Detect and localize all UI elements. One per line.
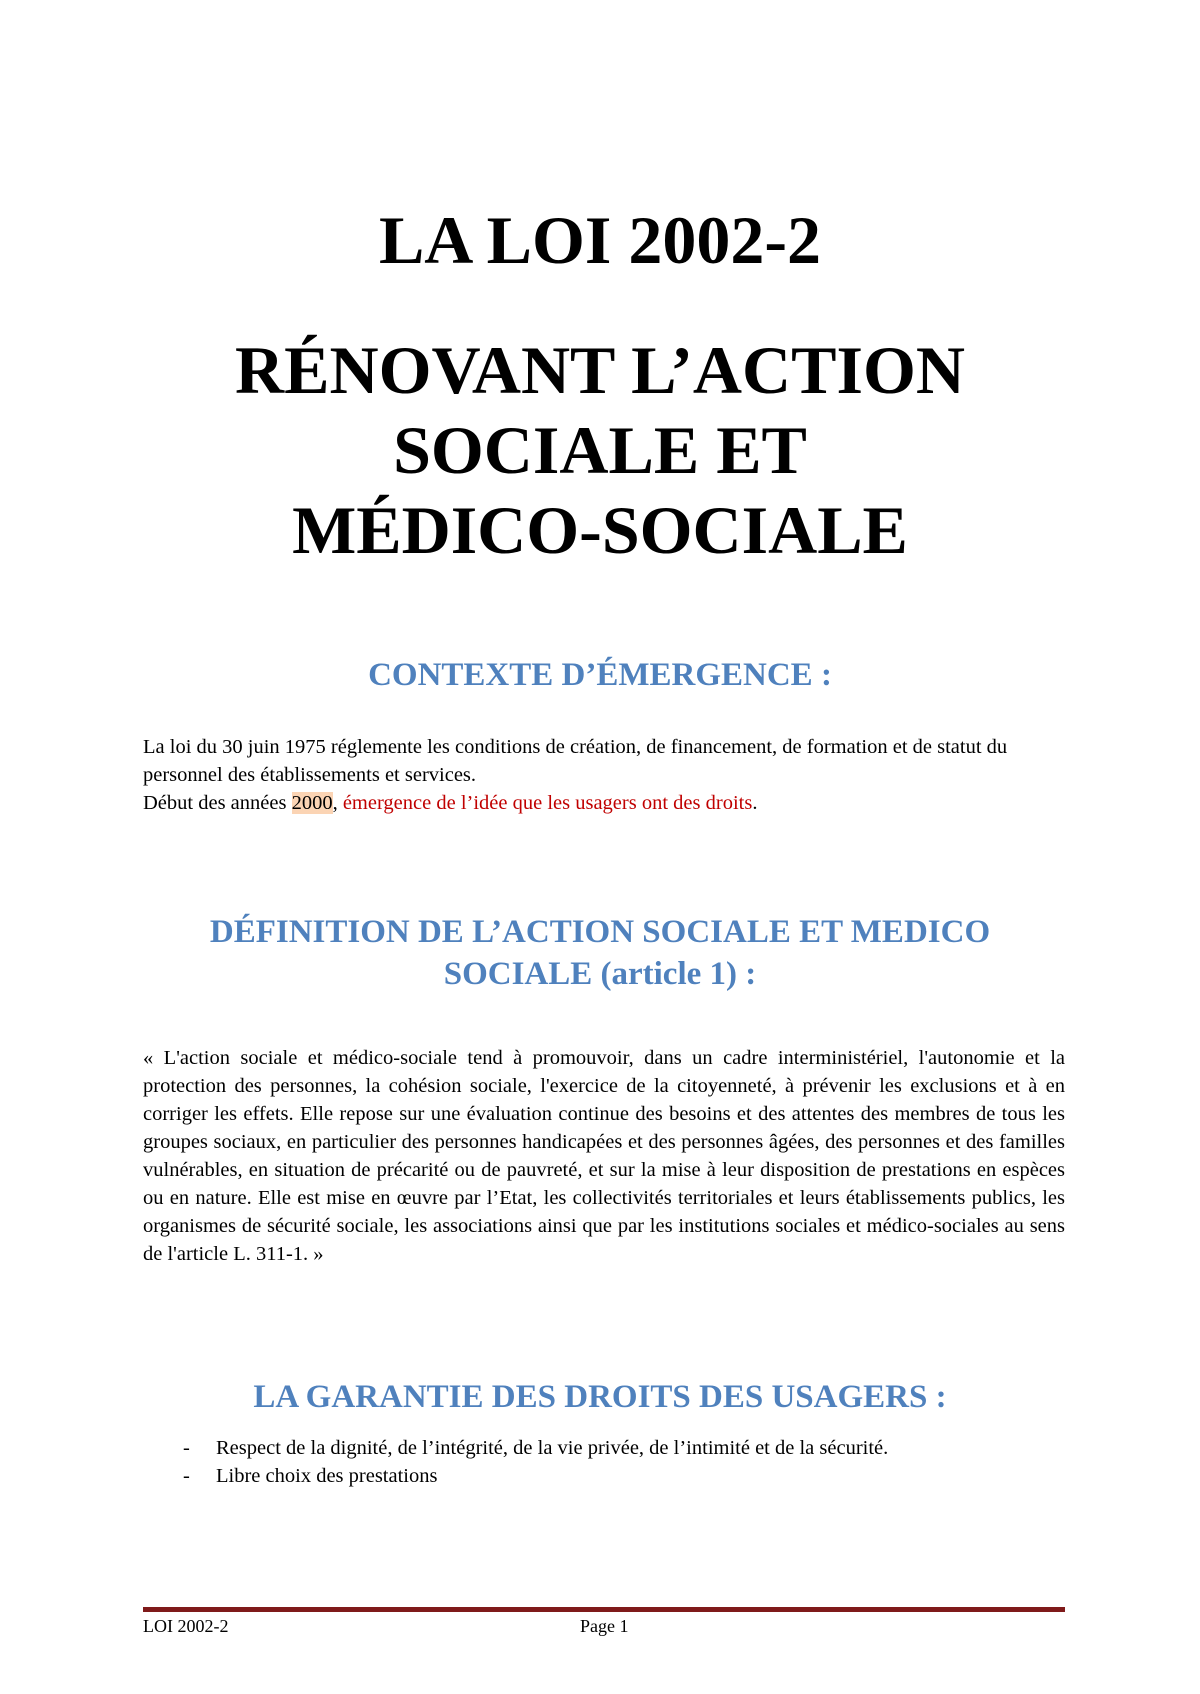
- context-p2-prefix: Début des années: [143, 792, 292, 814]
- subtitle-line-1: RÉNOVANT L’ACTION: [235, 332, 965, 408]
- definition-heading: [0, 911, 1200, 995]
- document-subtitle: [0, 330, 1200, 570]
- context-heading: CONTEXTE D’ÉMERGENCE :: [368, 657, 832, 693]
- red-emphasis-text: émergence de l’idée que les usagers ont des droits: [342, 792, 753, 814]
- dash-bullet: -: [183, 1465, 190, 1487]
- highlighted-year: 2000: [291, 792, 333, 814]
- definition-heading-line-1: DÉFINITION DE L’ACTION SOCIALE ET MEDICO: [209, 914, 991, 950]
- list-item-text: Libre choix des prestations: [216, 1465, 438, 1487]
- dash-bullet: -: [183, 1437, 190, 1459]
- definition-quote: « L'action sociale et médico-sociale tend à promouvoir, dans un cadre interministériel, l'autonomie et la protection des personnes, la cohésion sociale, l'exercice de la citoyenneté, à prévenir les exclusions et à en corriger les effets. Elle repose sur une évaluation continue des besoins et des attentes des membres de tous les groupes sociaux, en particulier des personnes handicapées et des personnes âgées, des personnes et des familles vulnérables, en situation de précarité ou de pauvreté, et sur la mise à leur disposition de prestations en espèces ou en nature. Elle est mise en œuvre par l’Etat, les collectivités territoriales et leurs établissements publics, les organismes de sécurité sociale, les associations ainsi que par les institutions sociales et médico-sociales au sens de l'article L. 311-1. »: [143, 1047, 1065, 1265]
- list-item-text: Respect de la dignité, de l’intégrité, de la vie privée, de l’intimité et de la sécurité.: [216, 1437, 889, 1459]
- footer-page-number: Page 1: [580, 1616, 629, 1636]
- footer-divider: [143, 1607, 1065, 1612]
- subtitle-line-3: MÉDICO-SOCIALE: [292, 492, 908, 568]
- context-paragraph-1: La loi du 30 juin 1975 réglemente les conditions de création, de financement, de formation et de statut du personnel des établissements et services.: [143, 736, 1008, 786]
- footer-doc-title: LOI 2002-2: [143, 1616, 229, 1636]
- definition-heading-line-2: SOCIALE (article 1) :: [443, 956, 757, 992]
- document-title: LA LOI 2002-2: [378, 202, 822, 278]
- rights-heading: LA GARANTIE DES DROITS DES USAGERS :: [253, 1379, 947, 1415]
- context-body: [143, 733, 1065, 817]
- context-paragraph-2: [143, 789, 1065, 817]
- rights-list: [143, 1434, 1065, 1490]
- list-item: [143, 1462, 1065, 1490]
- context-p2-end: .: [752, 792, 758, 814]
- context-p2-comma: ,: [332, 792, 343, 814]
- subtitle-line-2: SOCIALE ET: [393, 412, 807, 488]
- list-item: [143, 1434, 1065, 1462]
